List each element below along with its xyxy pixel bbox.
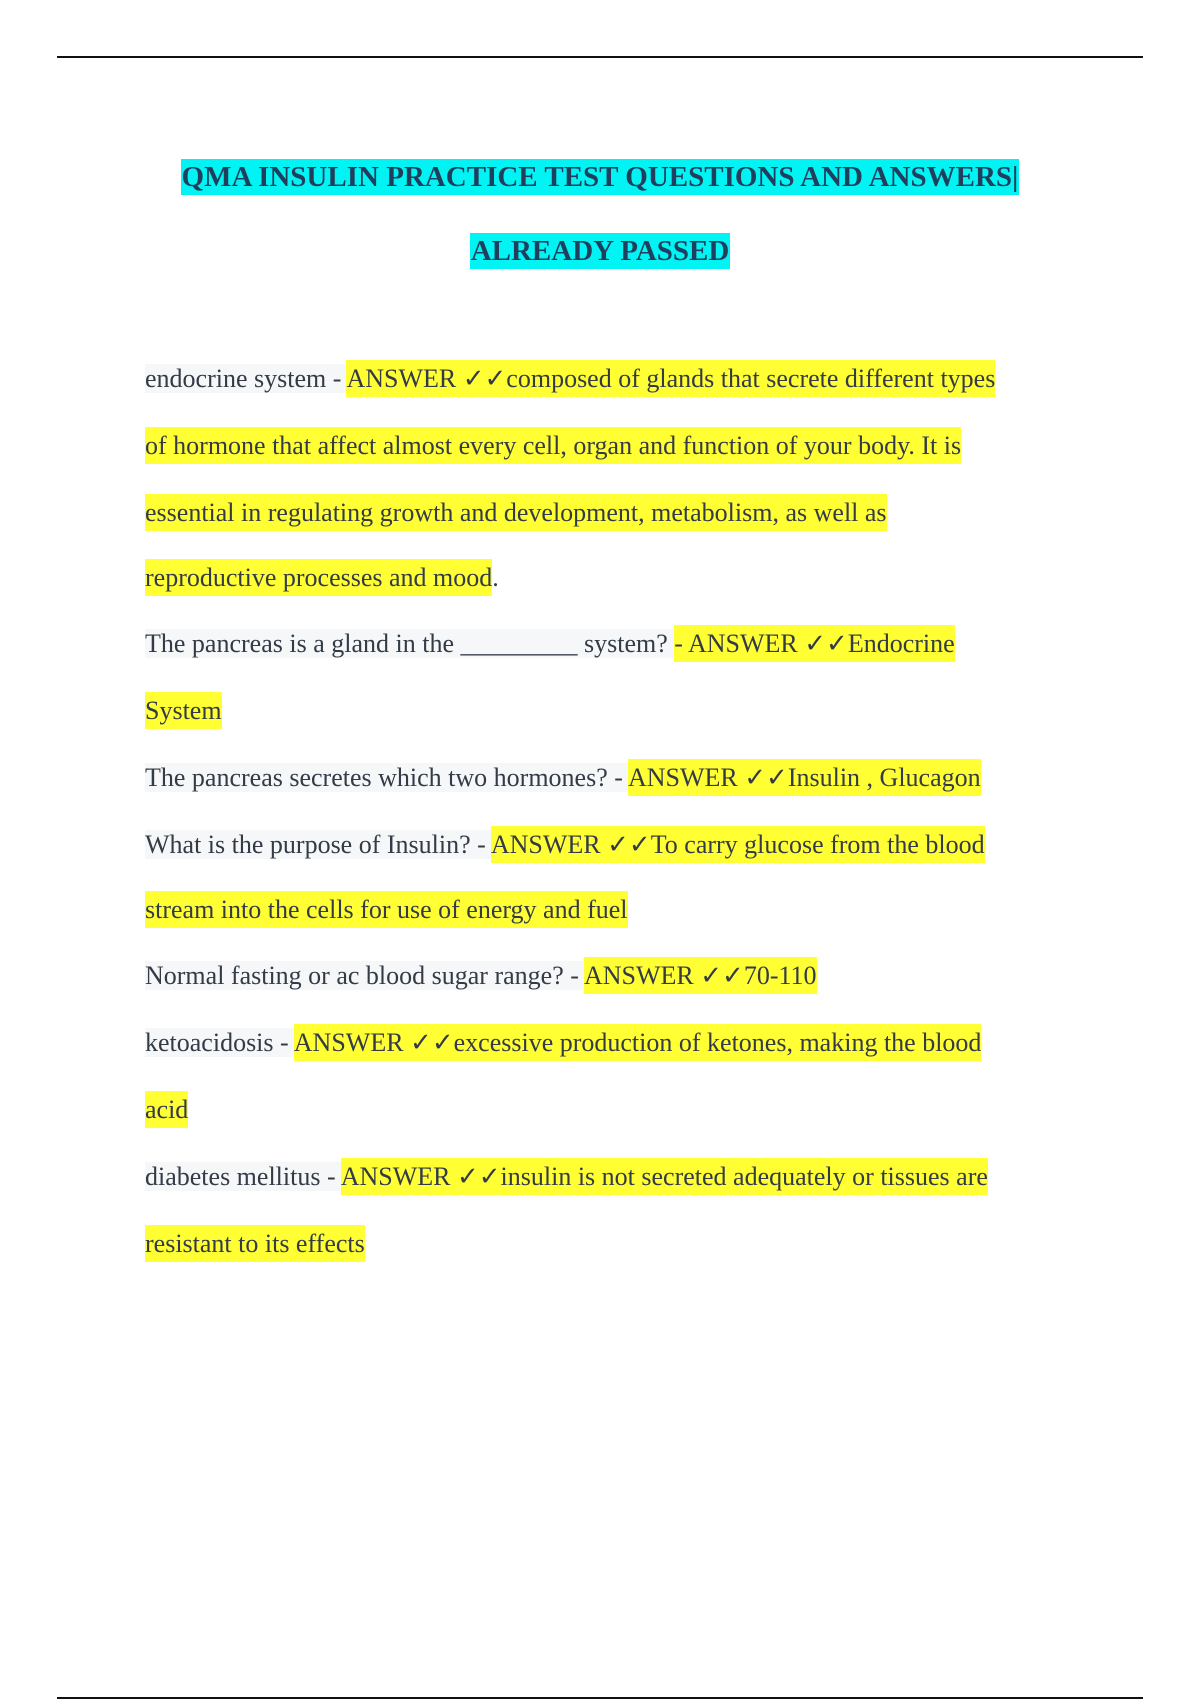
- answer-text: ANSWER ✓✓excessive production of ketones, making the blood: [294, 1024, 982, 1061]
- footer-rule: [57, 1697, 1143, 1699]
- question-text: Normal fasting or ac blood sugar range? -: [145, 961, 584, 990]
- qa-item-5-line-1: [145, 942, 1095, 1009]
- qa-item-7-line-1: [145, 1143, 1095, 1210]
- answer-text: of hormone that affect almost every cell, organ and function of your body. It is: [145, 427, 961, 464]
- qa-item-1-line-3: [145, 479, 1095, 546]
- question-text: endocrine system -: [145, 364, 347, 393]
- question-text: What is the purpose of Insulin? -: [145, 830, 491, 859]
- qa-item-2-line-1: [145, 610, 1095, 677]
- qa-item-1-line-2: [145, 412, 1095, 479]
- answer-text: resistant to its effects: [145, 1225, 365, 1262]
- answer-text: ANSWER ✓✓Insulin , Glucagon: [628, 759, 981, 796]
- qa-list: [145, 345, 1095, 1277]
- question-text: The pancreas secretes which two hormones? -: [145, 763, 628, 792]
- title-line-1: QMA INSULIN PRACTICE TEST QUESTIONS AND ANSWERS|: [181, 161, 1019, 193]
- trailing-period: .: [492, 563, 499, 592]
- header-rule: [57, 56, 1143, 58]
- answer-text: ANSWER ✓✓70-110: [584, 957, 817, 994]
- qa-item-4-line-2: [145, 878, 1095, 942]
- question-text: diabetes mellitus -: [145, 1162, 341, 1191]
- answer-text: ANSWER ✓✓To carry glucose from the blood: [491, 826, 985, 863]
- question-text: The pancreas is a gland in the _________ system?: [145, 629, 675, 658]
- title-line-2: ALREADY PASSED: [470, 235, 730, 267]
- qa-item-3-line-1: [145, 744, 1095, 811]
- answer-text: reproductive processes and mood: [145, 559, 492, 596]
- question-text: ketoacidosis -: [145, 1028, 294, 1057]
- answer-text: stream into the cells for use of energy and fuel: [145, 891, 628, 928]
- qa-item-2-line-2: [145, 677, 1095, 744]
- qa-item-1-line-4: [145, 546, 1095, 610]
- qa-item-6-line-2: [145, 1076, 1095, 1143]
- answer-text: System: [145, 692, 222, 729]
- qa-item-4-line-1: [145, 811, 1095, 878]
- document-title: [0, 140, 1200, 288]
- answer-text: essential in regulating growth and development, metabolism, as well as: [145, 494, 887, 531]
- qa-item-7-line-2: [145, 1210, 1095, 1277]
- answer-text: acid: [145, 1091, 188, 1128]
- qa-item-1-line-1: [145, 345, 1095, 412]
- answer-text: ANSWER ✓✓composed of glands that secrete different types: [346, 360, 995, 397]
- answer-text: ANSWER ✓✓insulin is not secreted adequately or tissues are: [341, 1158, 988, 1195]
- answer-text: - ANSWER ✓✓Endocrine: [674, 625, 954, 662]
- qa-item-6-line-1: [145, 1009, 1095, 1076]
